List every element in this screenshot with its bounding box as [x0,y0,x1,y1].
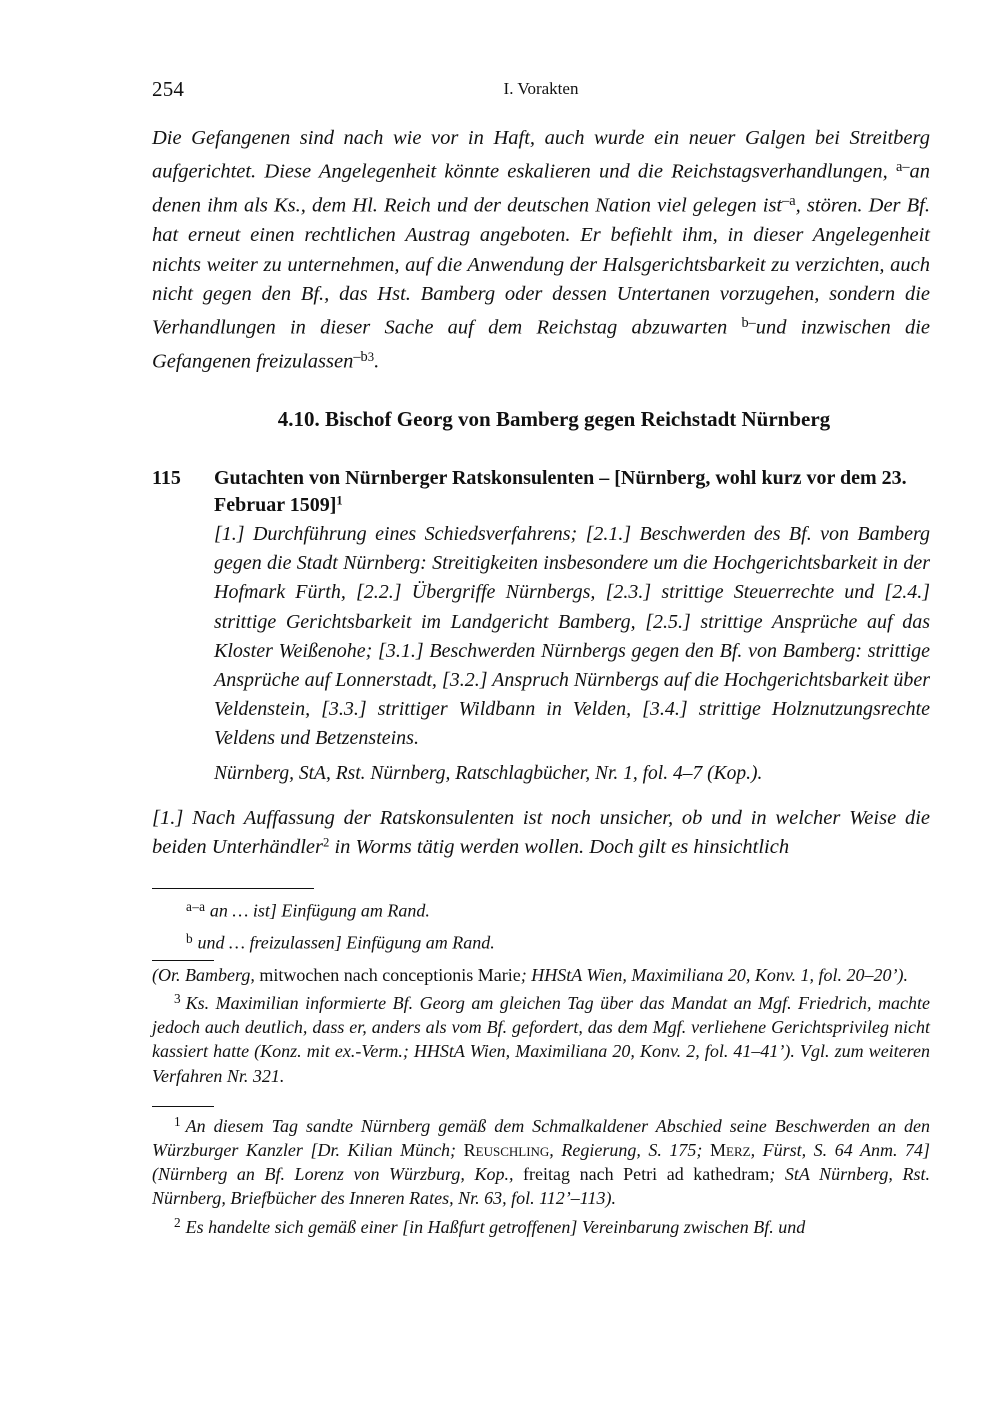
variant-entry [186,925,930,957]
running-head-title: I. Vorakten [503,79,579,98]
archival-source-line: Nürnberg, StA, Rst. Nürnberg, Ratschlagbücher, Nr. 1, fol. 4–7 (Kop.). [214,763,763,784]
document-heading [152,465,930,519]
footnote-1-author-reuschling: Reuschling [463,1140,550,1161]
footnote-ref-3[interactable]: 3 [367,350,375,365]
footnote-mark-3: 3 [174,991,181,1007]
document-number: 115 [152,467,181,489]
footnote-2 [152,1211,930,1239]
footnote-3-text: Ks. Maximilian informierte Bf. Georg am gleichen Tag über das Mandat an Mgf. Friedrich, machte jedoch auch deutlich, dass er, anders als vom Bf. gefordert, das dem Mgf. verliehene Gerichtsprivileg nicht kassiert hatte (Konz. mit ex.-Verm.; HHStA Wien, Maximiliana 20, Konv. 2, fol. 41–41’). Vgl. zum weiteren Verfahren Nr. 321. [152,993,930,1086]
footnote-mark-2: 2 [174,1214,181,1230]
footnote-1 [152,1110,930,1211]
footnote-mark-1: 1 [174,1114,181,1129]
footnote-1-seg-3: , Fürst, S. 64 Anm. 74] (Nürnberg an Bf. Lorenz von Würzburg, Kop., [152,1140,931,1185]
footnote-ref-1[interactable]: 1 [336,493,343,508]
body-paragraph-1 [152,804,930,862]
footnote-continuation-italic-2: ; HHStA Wien, Maximiliana 20, Konv. 1, fol. 20–20’). [520,965,909,985]
footnote-ref-2[interactable]: 2 [323,835,330,850]
regest-segment-1: Die Gefangenen sind nach wie vor in Haft, auch wurde ein neuer Galgen bei Streitberg aufgerichtet. Diese Angelegenheit könnte eskalieren und die Reichstagsverhandlungen, [152,127,930,183]
variant-marker-a-close: –a [782,193,796,210]
regest-segment-3: , stören. Der Bf. hat erneut einen rechtlichen Austrag angeboten. Er befiehlt ihm, in dieser Angelegenheit nichts weiter zu unternehmen, auf die Anwendung der Halsgerichtsbarkeit zu verzichten, auch nicht gegen den Bf., das Hst. Bamberg oder dessen Untertanen vorzugehen, sondern die Verhandlungen in dieser Sache auf dem Reichstag abzuwarten [152,194,931,339]
variant-marker-a-open: a– [895,159,910,176]
regest-paragraph-previous-document [152,124,930,377]
variant-text-a: an … ist] Einfügung am Rand. [209,900,430,921]
paragraph-1-text-before: [1.] Nach Auffassung der Ratskonsulenten ist noch unsicher, ob und in welcher Weise die beiden Unterhändler [152,807,930,858]
regest-segment-5: . [374,350,380,373]
footnote-rule-previous [152,960,214,961]
footnote-3 [152,987,930,1088]
regest-segment-2: an denen ihm als Ks., dem Hl. Reich und der deutschen Nation viel gelegen ist [152,160,930,217]
variant-entry [186,893,930,925]
variant-text-b: und … freizulassen] Einfügung am Rand. [197,932,495,953]
footnote-continuation-roman: mitwochen nach conceptionis Marie [259,965,521,985]
variant-marker-b-close: –b [353,349,368,366]
document-heading-text [214,465,930,519]
variant-sigil-a: a–a [186,899,206,914]
footnote-block-current-document [152,1110,930,1239]
apparatus-rule-variants [152,888,314,889]
page-number: 254 [152,77,185,101]
footnote-block-previous-document [152,963,930,1088]
footnote-1-seg-4: ; StA Nürnberg, Rst. Nürnberg, Briefbücher des Inneren Rates, Nr. 63, fol. 112’–113). [152,1164,930,1209]
footnote-continuation-italic-1: (Or. Bamberg, [152,965,255,985]
variant-sigil-b: b [186,930,193,946]
variant-apparatus [152,893,930,956]
regest-segment-4: und inzwischen die Gefangenen freizulassen [152,316,930,373]
section-heading: 4.10. Bischof Georg von Bamberg gegen Reichstadt Nürnberg [277,407,831,431]
footnote-1-author-merz: Merz [710,1140,751,1161]
footnote-1-dateline-roman: freitag nach Petri ad kathedram [523,1164,770,1185]
footnote-1-seg-1: An diesem Tag sandte Nürnberg gemäß dem Schmalkaldener Abschied seine Beschwerden an den Würzburger Kanzler [Dr. Kilian Münch; [152,1115,930,1161]
footnote-continuation [152,963,930,987]
paragraph-1-text-after: in Worms tätig werden wollen. Doch gilt es hinsichtlich [334,836,790,858]
regest-summary: [1.] Durchführung eines Schiedsverfahrens; [2.1.] Beschwerden des Bf. von Bamberg gegen die Stadt Nürnberg: Streitigkeiten insbesondere um die Hochgerichtsbarkeit in der Hofmark Fürth, [2.2.] Übergriffe Nürnbergs, [2.3.] strittige Steuerrechte und [2.4.] strittige Gerichtsbarkeit im Landgericht Bamberg, [2.5.] strittige Ansprüche auf das Kloster Weißenohe; [3.1.] Beschwerden Nürnbergs gegen den Bf. von Bamberg: strittige Ansprüche auf Lonnerstadt, [3.2.] Anspruch Nürnbergs auf die Hochgerichtsbarkeit über Veldenstein, [3.3.] strittiger Wildbann in Velden, [3.4.] strittige Holznutzungsrechte Veldens und Betzensteins. [214,523,930,750]
footnote-rule-current [152,1106,214,1107]
document-title: Gutachten von Nürnberger Ratskonsulenten – [Nürnberg, wohl kurz vor dem 23. Februar 1509] [214,467,907,516]
running-head [152,74,930,104]
footnote-1-seg-2: , Regierung, S. 175; [549,1140,703,1161]
variant-marker-b-open: b– [741,315,756,332]
footnote-2-text: Es handelte sich gemäß einer [in Haßfurt getroffenen] Vereinbarung zwischen Bf. und [185,1216,806,1237]
